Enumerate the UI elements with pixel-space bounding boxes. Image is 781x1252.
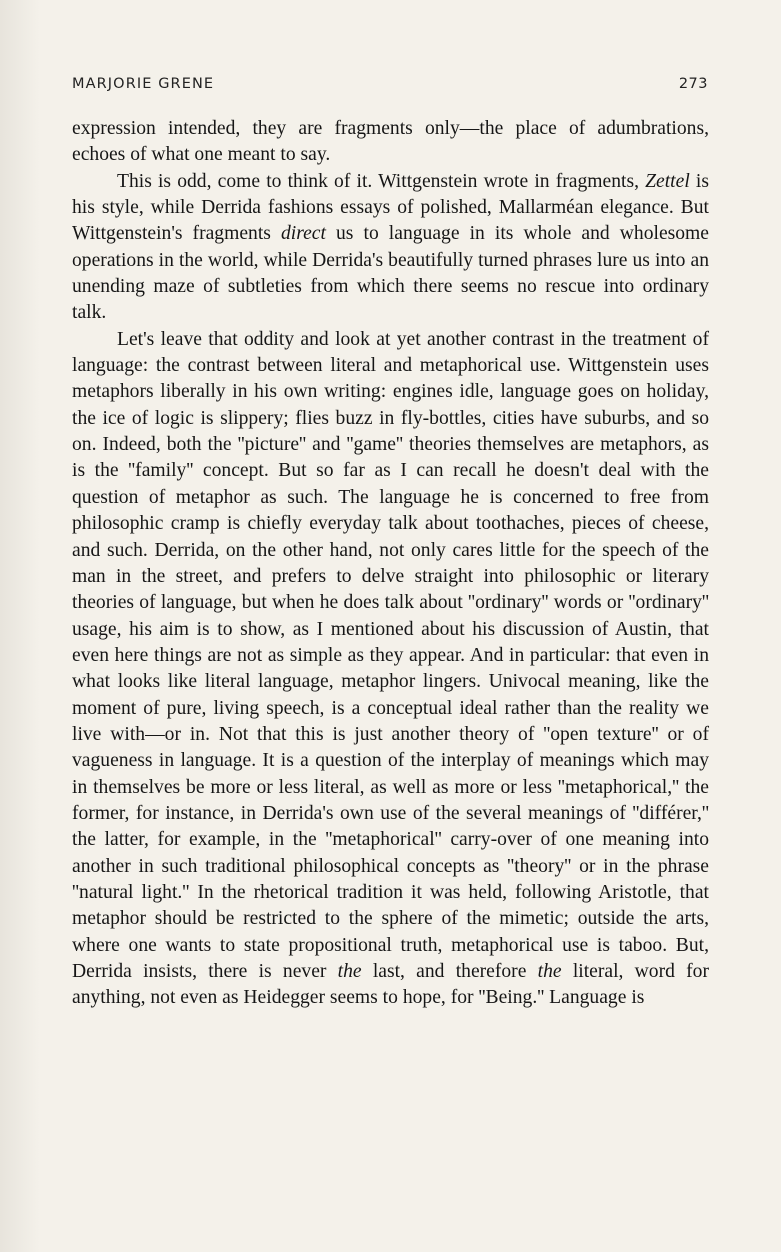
paragraph-text: literal, word for anything, not even as Heidegger seems to hope, for ''Being.'' Language is [72, 961, 709, 1009]
paragraph-text: is his style, while Derrida fashions essays of polished, Mallarméan elegance. But Wittgenstein's fragments [72, 170, 709, 245]
italic-text: the [337, 961, 362, 982]
page-number: 273 [678, 76, 708, 92]
italic-text: direct [280, 223, 326, 245]
italic-text: the [537, 961, 562, 982]
italic-text: Zettel [645, 170, 690, 192]
paragraph-text: us to language in its whole and wholesome operations in the world, while Derrida's beautifully turned phrases lure us into an unending maze of subtleties from which there seems no rescue into ordinary talk. [72, 223, 709, 324]
paragraph [72, 116, 709, 169]
paragraph-text: expression intended, they are fragments only—the place of adumbrations, echoes of what one meant to say. [72, 118, 709, 166]
paragraph-text: last, and therefore [361, 961, 538, 982]
paragraph [72, 327, 709, 1012]
running-head-author: MARJORIE GRENE [72, 76, 215, 92]
running-head [72, 76, 708, 96]
body-text [72, 116, 709, 1012]
paragraph [72, 169, 709, 327]
paragraph-text: This is odd, come to think of it. Wittgenstein wrote in fragments, [117, 170, 646, 192]
paragraph-text: Let's leave that oddity and look at yet another contrast in the treatment of language: the contrast between literal and metaphorical use. Wittgenstein uses metaphors liberally in his own writing: engines idle, language goes on holiday, the ice of logic is slippery; flies buzz in fly-bottles, cities have suburbs, and so on. Indeed, both the ''picture'' and ''game'' theories themselves are metaphors, as is the ''family'' concept. But so far as I can recall he doesn't deal with the question of metaphor as such. The language he is concerned to free from philosophic cramp is chiefly everyday talk about toothaches, pieces of cheese, and such. Derrida, on the other hand, not only cares little for the speech of the man in the street, and prefers to delve straight into philosophic or literary theories of language, but when he does talk about ''ordinary'' words or ''ordinary'' usage, his aim is to show, as I mentioned about his discussion of Austin, that even here things are not as simple as they appear. And in particular: that even in what looks like literal language, metaphor lingers. Univocal meaning, like the moment of pure, living speech, is a conceptual ideal rather than the reality we live with—or in. Not that this is just another theory of ''open texture'' or of vagueness in language. It is a question of the interplay of meanings which may in themselves be more or less literal, as well as more or less ''metaphorical,'' the former, for instance, in Derrida's own use of the several meanings of ''différer,'' the latter, for example, in the ''metaphorical'' carry-over of one meaning into another in such traditional philosophical concepts as ''theory'' or in the phrase ''natural light.'' In the rhetorical tradition it was held, following Aristotle, that metaphor should be restricted to the sphere of the mimetic; outside the arts, where one wants to state propositional truth, metaphorical use is taboo. But, Derrida insists, there is never [72, 328, 709, 982]
